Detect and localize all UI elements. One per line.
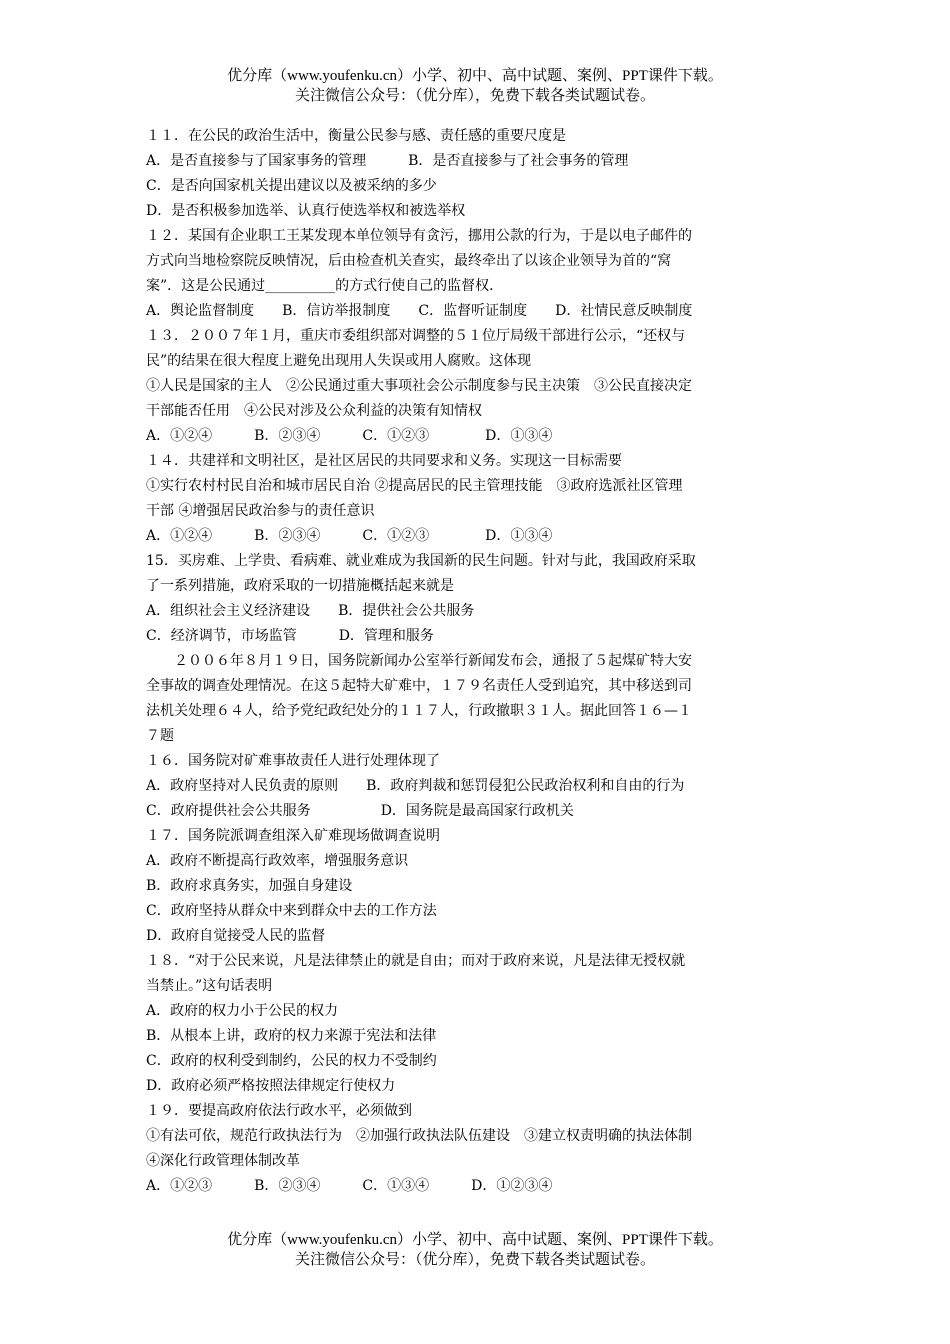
text-line: A．舆论监督制度 B．信访举报制度 C．监督听证制度 D．社情民意反映制度 (146, 303, 693, 319)
text-line: C．政府的权利受到制约，公民的权力不受制约 (146, 1053, 437, 1069)
text-line: D．政府自觉接受人民的监督 (146, 928, 326, 944)
text-line: B．从根本上讲，政府的权力来源于宪法和法律 (146, 1028, 437, 1044)
header-line-1: 优分库（www.youfenku.cn）小学、初中、高中试题、案例、PPT课件下载。 (227, 68, 723, 84)
text-line: １３．２００７年１月，重庆市委组织部对调整的５１位厅局级干部进行公示，“还权与 (146, 328, 686, 344)
text-line: 干部 ④增强居民政治参与的责任意识 (146, 503, 375, 519)
text-line: C．政府提供社会公共服务 D．国务院是最高国家行政机关 (146, 803, 574, 819)
text-line: １２．某国有企业职工王某发现本单位领导有贪污，挪用公款的行为，于是以电子邮件的 (146, 228, 692, 244)
text-line: A．①②④ B．②③④ C．①②③ D．①③④ (146, 528, 553, 544)
text-line: ①实行农村村民自治和城市居民自治 ②提高居民的民主管理技能 ③政府选派社区管理 (146, 478, 683, 494)
text-line: 当禁止。”这句话表明 (146, 978, 273, 994)
text-line: １８．“对于公民来说，凡是法律禁止的就是自由；而对于政府来说，凡是法律无授权就 (146, 953, 686, 969)
text-line: ④深化行政管理体制改革 (146, 1153, 300, 1169)
text-line: １６．国务院对矿难事故责任人进行处理体现了 (146, 753, 440, 769)
text-line: D．政府必须严格按照法律规定行使权力 (146, 1078, 396, 1094)
page-header (0, 66, 950, 106)
text-line: A．①②④ B．②③④ C．①②③ D．①③④ (146, 428, 553, 444)
text-line: C．政府坚持从群众中来到群众中去的工作方法 (146, 903, 437, 919)
text-line: 全事故的调查处理情况。在这５起特大矿难中，１７９名责任人受到追究，其中移送到司 (146, 678, 692, 694)
text-line: 方式向当地检察院反映情况，后由检查机关查实，最终牵出了以该企业领导为首的“窝 (146, 253, 672, 269)
text-line: 干部能否任用 ④公民对涉及公众利益的决策有知情权 (146, 403, 482, 419)
exam-content (146, 124, 811, 1199)
text-line: 15．买房难、上学贵、看病难、就业难成为我国新的民生问题。针对与此，我国政府采取 (146, 553, 696, 569)
text-line: ①有法可依，规范行政执法行为 ②加强行政执法队伍建设 ③建立权责明确的执法体制 (146, 1128, 692, 1144)
text-line: 案”．这是公民通过__________的方式行使自己的监督权． (146, 278, 504, 294)
text-line: C．是否向国家机关提出建议以及被采纳的多少 (146, 178, 437, 194)
text-line: １９．要提高政府依法行政水平，必须做到 (146, 1103, 412, 1119)
text-line: A．组织社会主义经济建设 B．提供社会公共服务 (146, 603, 475, 619)
text-line: A．政府的权力小于公民的权力 (146, 1003, 339, 1019)
text-line: D．是否积极参加选举、认真行使选举权和被选举权 (146, 203, 466, 219)
text-line: A．①②③ B．②③④ C．①③④ D．①②③④ (146, 1178, 553, 1194)
text-line: A．是否直接参与了国家事务的管理 B．是否直接参与了社会事务的管理 (146, 153, 629, 169)
text-line: B．政府求真务实，加强自身建设 (146, 878, 353, 894)
text-line: １４．共建祥和文明社区，是社区居民的共同要求和义务。实现这一目标需要 (146, 453, 622, 469)
text-line: 法机关处理６４人，给予党纪政纪处分的１１７人，行政撤职３１人。据此回答１６—１ (146, 703, 692, 719)
footer-line-2: 关注微信公众号：（优分库），免费下载各类试题试卷。 (294, 1252, 655, 1268)
text-line: 民”的结果在很大程度上避免出现用人失误或用人腐败。这体现 (146, 353, 532, 369)
text-line: A．政府坚持对人民负责的原则 B．政府判裁和惩罚侵犯公民政治权利和自由的行为 (146, 778, 685, 794)
text-line: 了一系列措施，政府采取的一切措施概括起来就是 (146, 578, 454, 594)
page-footer (0, 1230, 950, 1270)
text-line: ①人民是国家的主人 ②公民通过重大事项社会公示制度参与民主决策 ③公民直接决定 (146, 378, 692, 394)
header-line-2: 关注微信公众号：（优分库），免费下载各类试题试卷。 (294, 88, 655, 104)
text-line: １７．国务院派调查组深入矿难现场做调查说明 (146, 828, 440, 844)
text-line: ２００６年８月１９日，国务院新闻办公室举行新闻发布会，通报了５起煤矿特大安 (174, 653, 692, 669)
text-line: ７题 (146, 728, 174, 744)
text-line: A．政府不断提高行政效率，增强服务意识 (146, 853, 409, 869)
footer-line-1: 优分库（www.youfenku.cn）小学、初中、高中试题、案例、PPT课件下载。 (227, 1232, 723, 1248)
text-line: C．经济调节，市场监管 D．管理和服务 (146, 628, 434, 644)
text-line: １１．在公民的政治生活中，衡量公民参与感、责任感的重要尺度是 (146, 128, 566, 144)
